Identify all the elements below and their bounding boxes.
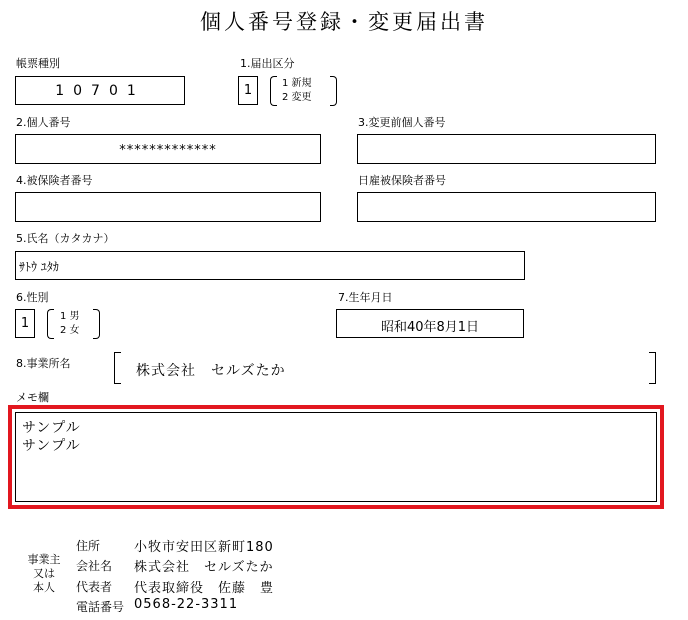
office-name-bracket-left: [114, 352, 121, 384]
phone-value: 0568-22-3311: [134, 597, 239, 612]
notification-type-value: 1: [243, 83, 253, 98]
my-number-value: *************: [119, 143, 217, 158]
name-kana-label: 5.氏名（カタカナ）: [16, 232, 115, 245]
employer-side-label: [24, 553, 64, 595]
phone-label: 電話番号: [76, 600, 125, 614]
name-kana-field[interactable]: [15, 251, 525, 280]
memo-line-2: サンプル: [22, 438, 81, 454]
form-type-label: 帳票種別: [16, 57, 60, 70]
my-number-label: 2.個人番号: [16, 116, 71, 129]
memo-highlight-frame: [8, 405, 664, 509]
birth-date-label: 7.生年月日: [338, 291, 393, 304]
address-label: 住所: [76, 539, 101, 553]
memo-label: メモ欄: [16, 391, 49, 404]
address-value: 小牧市安田区新町180: [134, 540, 274, 555]
company-label: 会社名: [76, 559, 113, 573]
notification-type-label: 1.届出区分: [240, 57, 295, 70]
representative-label: 代表者: [76, 580, 113, 594]
prev-number-label: 3.変更前個人番号: [358, 116, 446, 129]
my-number-field[interactable]: [15, 134, 321, 164]
gender-option-male: 1 男: [60, 311, 80, 322]
prev-number-field[interactable]: [357, 134, 656, 164]
day-insured-number-label: 日雇被保険者番号: [358, 174, 446, 187]
office-name-label: 8.事業所名: [16, 357, 71, 370]
birth-date-field[interactable]: [336, 309, 524, 338]
gender-options-bracket-right: [93, 309, 100, 339]
notification-options-bracket-left: [270, 76, 277, 106]
birth-date-value: 昭和40年8月1日: [380, 320, 480, 335]
memo-textarea[interactable]: [15, 412, 657, 502]
employer-side-label-line-3: 本人: [33, 581, 55, 594]
gender-options-bracket-left: [47, 309, 54, 339]
form-type-field[interactable]: [15, 76, 185, 105]
day-insured-number-field[interactable]: [357, 192, 656, 222]
memo-line-1: サンプル: [22, 420, 81, 436]
gender-label: 6.性別: [16, 291, 49, 304]
notification-options-bracket-right: [330, 76, 337, 106]
notification-option-new: 1 新規: [282, 78, 312, 89]
representative-value: 代表取締役 佐藤 豊: [134, 581, 275, 596]
gender-option-female: 2 女: [60, 325, 80, 336]
office-name-bracket-right: [649, 352, 656, 384]
insured-number-field[interactable]: [15, 192, 321, 222]
form-title: 個人番号登録・変更届出書: [200, 10, 488, 34]
notification-option-change: 2 変更: [282, 92, 312, 103]
gender-value: 1: [20, 316, 30, 331]
employer-side-label-line-1: 事業主: [27, 553, 61, 566]
office-name-value[interactable]: 株式会社 セルズたか: [136, 363, 286, 379]
insured-number-label: 4.被保険者番号: [16, 174, 93, 187]
form-type-value: 10701: [55, 83, 145, 99]
notification-type-field[interactable]: [238, 76, 258, 105]
gender-field[interactable]: [15, 309, 35, 338]
employer-side-label-line-2: 又は: [33, 567, 55, 580]
company-value: 株式会社 セルズたか: [134, 560, 274, 575]
name-kana-value: ｻﾄｳ ﾕﾀｶ: [19, 260, 59, 274]
